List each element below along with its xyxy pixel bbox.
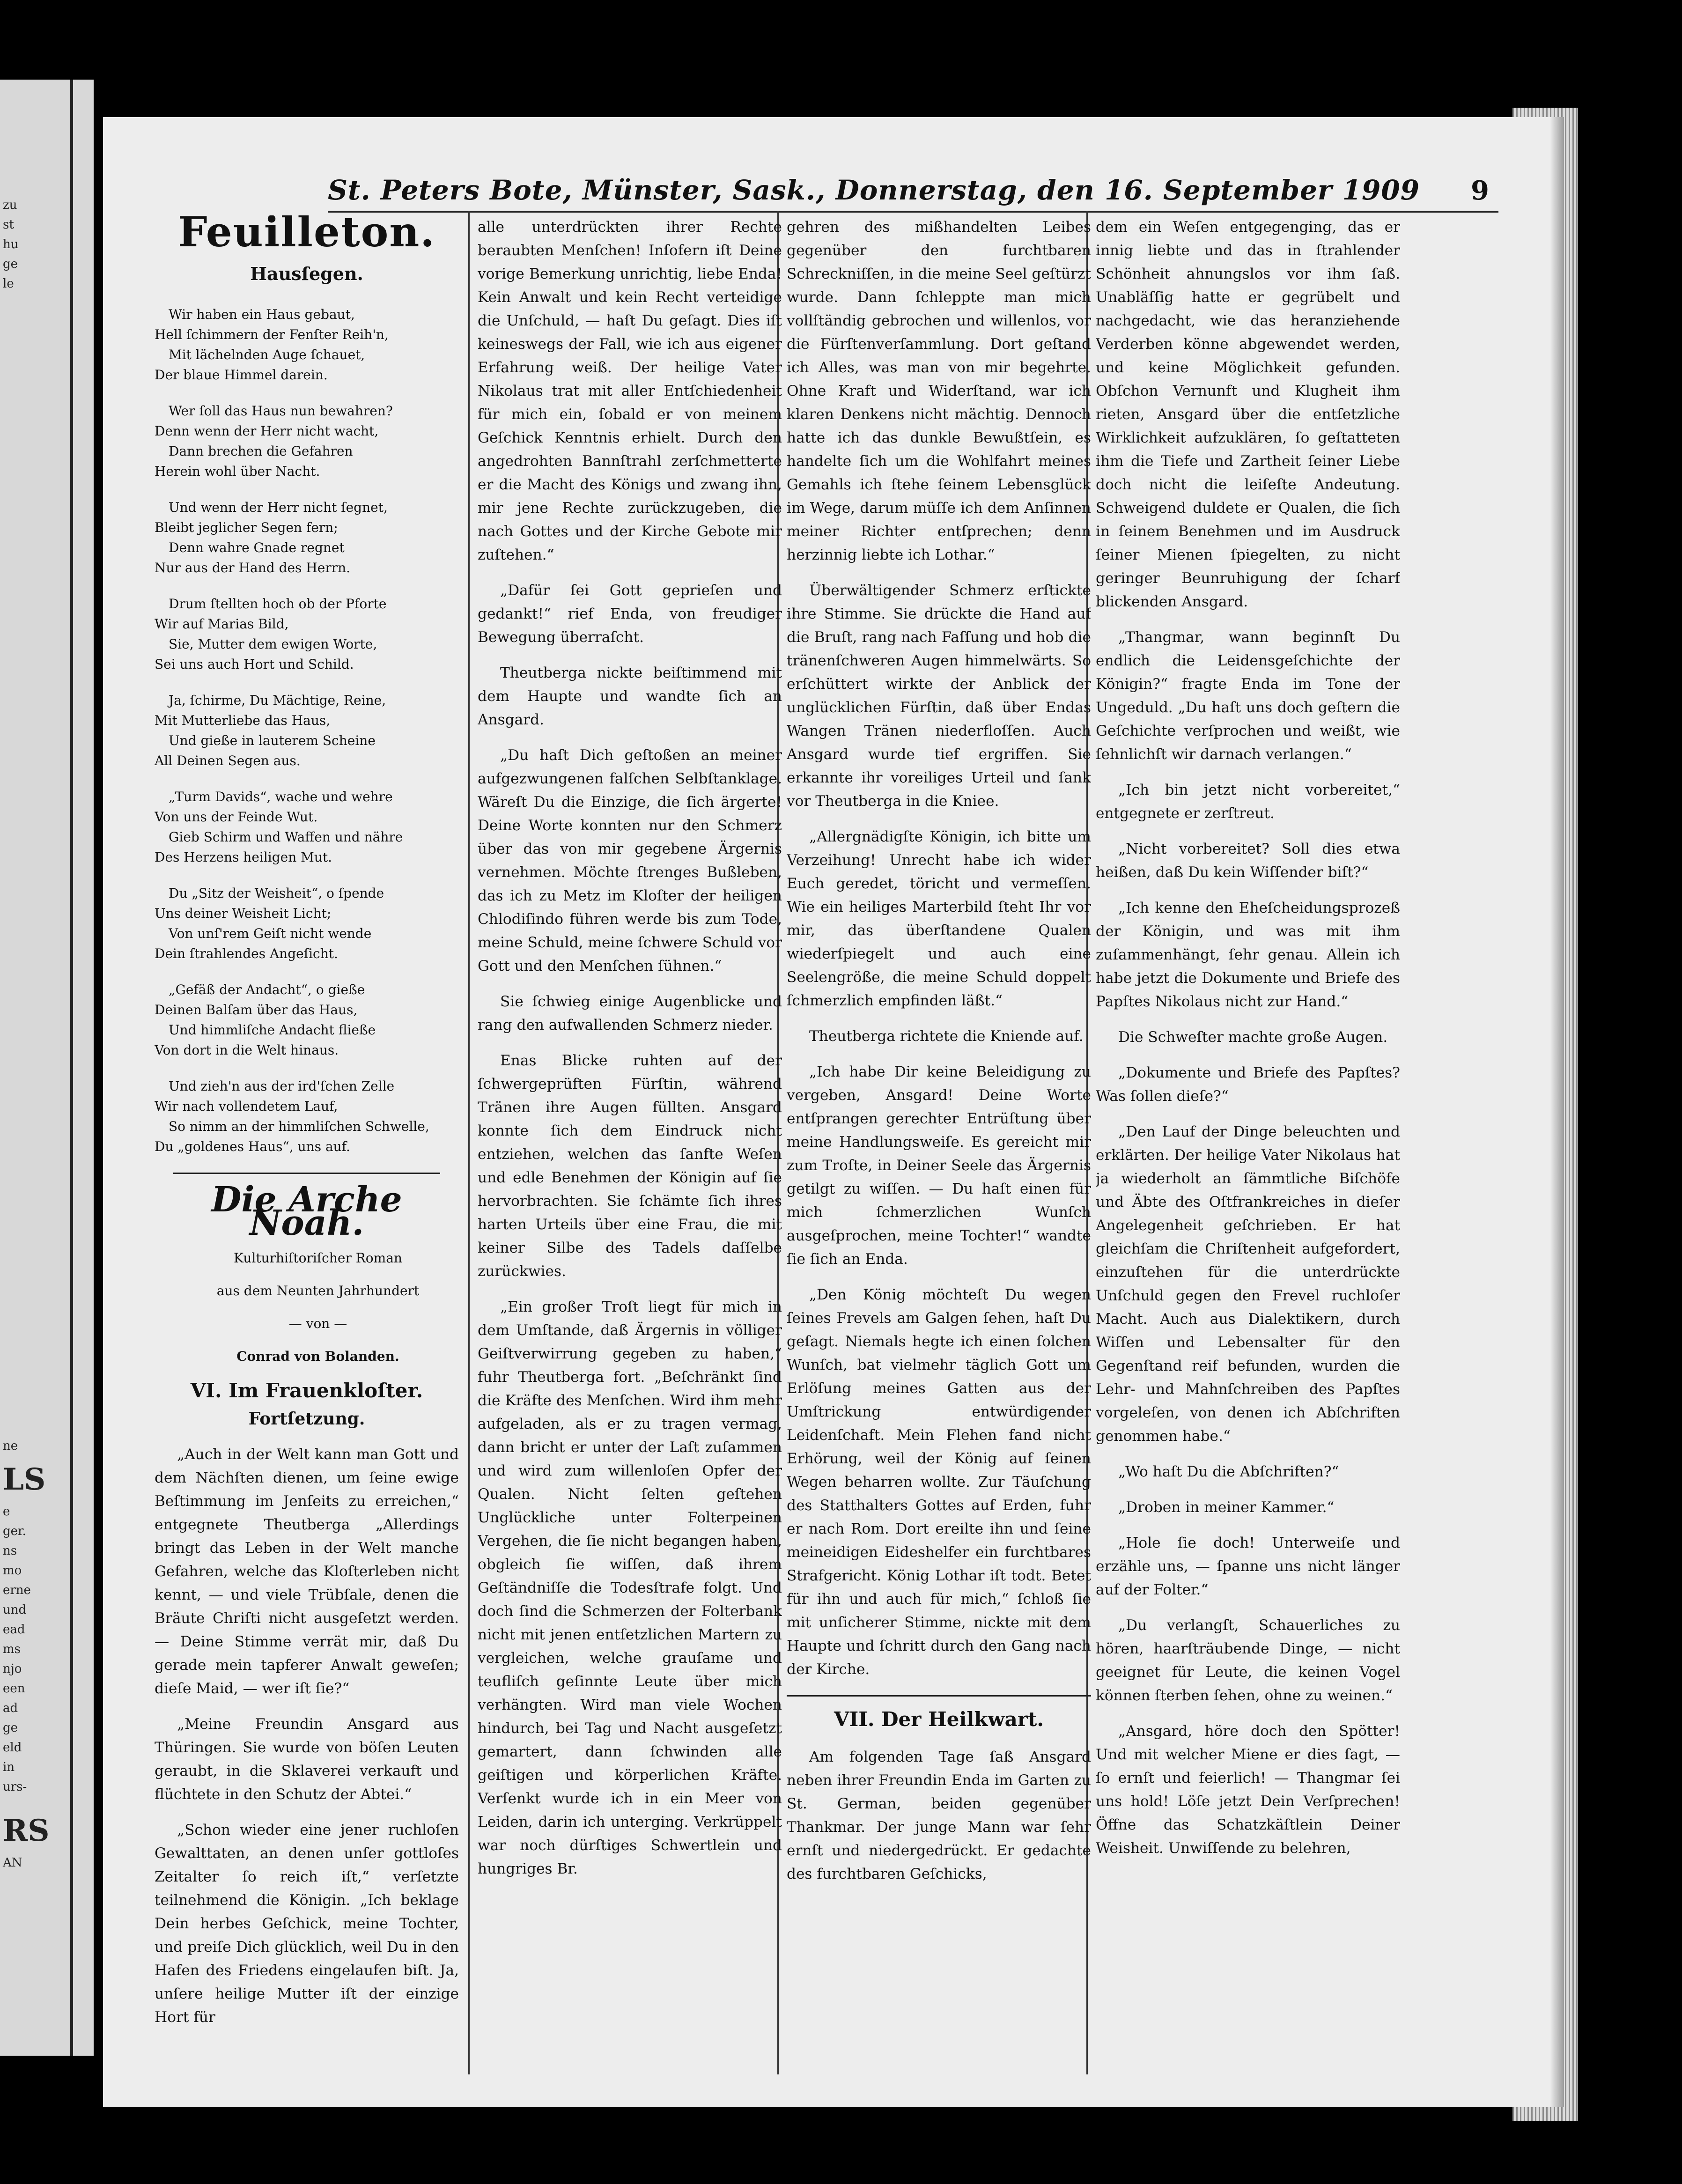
paragraph: alle unterdrückten ihrer Rechte beraubten Menſchen! Inſofern iſt Deine vorige Bemerkung unrichtig, liebe Enda! Kein Anwalt und kein Recht verteidige die Unſchuld, — haſt Du geſagt. Dies iſt keineswegs der Fall, wie ich aus eigener Erfahrung weiß. Der heilige Vater Nikolaus trat mit aller Entſchiedenheit für mich ein, ſobald er von meinem Geſchick Kenntnis erhielt. Durch den angedrohten Bannſtrahl zerſchmetterte er die Macht des Königs und zwang ihn, mir jene Rechte zurückzugeben, die nach Gottes und der Kirche Gebote mir zuſtehen.“ xyxy=(478,219,782,563)
poem-line: Nur aus der Hand des Herrn. xyxy=(155,560,351,576)
paragraph: „Schon wieder eine jener ruchloſen Gewalttaten, an denen unſer gottloſes Zeitalter ſo reich iſt,“ verſetzte teilnehmend die Königin. „Ich beklage Dein herbes Geſchick, meine Tochter, und preiſe Dich glücklich, weil Du in den Hafen des Friedens eingelaufen biſt. Ja, unſere heilige Mutter iſt der einzige Hort für xyxy=(155,1822,459,2026)
novel-title: Die Arche Noah. xyxy=(211,1180,402,1243)
poem-line: Wir auf Marias Bild, xyxy=(155,616,289,632)
poem-line: Und wenn der Herr nicht ſegnet, xyxy=(169,500,388,515)
adjacent-page-fragment: ms xyxy=(3,1642,21,1656)
adjacent-page-fragment: le xyxy=(3,277,14,291)
adjacent-page-fragment: hu xyxy=(3,237,19,251)
poem-line: Mit lächelnden Auge ſchauet, xyxy=(169,347,365,362)
paragraph: Theutberga nickte beiſtimmend mit dem Haupte und wandte ſich an Ansgard. xyxy=(478,664,782,728)
poem-line: Denn wenn der Herr nicht wacht, xyxy=(155,423,379,439)
adjacent-page-fragment: e xyxy=(3,1505,10,1519)
poem xyxy=(155,304,459,1157)
paragraph: Die Schweſter machte große Augen. xyxy=(1118,1029,1388,1046)
paragraph: Am folgenden Tage ſaß Ansgard neben ihrer Freundin Enda im Garten zu St. German, beiden gegenüber Thankmar. Der junge Mann war ſehr ernſt und niedergedrückt. Er gedachte des furchtbaren Geſchicks, xyxy=(787,1749,1091,1882)
adjacent-page-fragment: LS xyxy=(3,1462,46,1497)
poem-stanza xyxy=(155,401,459,481)
column-rule xyxy=(468,211,470,2074)
paragraph: „Dokumente und Briefe des Papſtes? Was ſollen dieſe?“ xyxy=(1096,1064,1400,1105)
adjacent-page-fragment: AN xyxy=(3,1856,22,1870)
column-1 xyxy=(155,215,459,2065)
poem-line: Sie, Mutter dem ewigen Worte, xyxy=(169,636,377,652)
adjacent-page-fragment: RS xyxy=(3,1813,50,1848)
paragraph: „Nicht vorbereitet? Soll dies etwa heißen, daß Du kein Wiſſender biſt?“ xyxy=(1096,841,1400,881)
poem-line: Gieb Schirm und Waffen und nähre xyxy=(169,829,403,845)
poem-stanza xyxy=(155,980,459,1060)
paragraph: „Ich kenne den Eheſcheidungsprozeß der Königin, und was mit ihm zuſammenhängt, ſehr genau. Allein ich habe jetzt die Dokumente und Briefe des Papſtes Nikolaus nicht zur Hand.“ xyxy=(1096,900,1400,1010)
poem-line: Wir nach vollendetem Lauf, xyxy=(155,1099,338,1114)
poem-line: Du „Sitz der Weisheit“, o ſpende xyxy=(169,885,384,901)
poem-line: Drum ſtellten hoch ob der Pforte xyxy=(169,596,387,612)
adjacent-page-fragment: in xyxy=(3,1760,15,1774)
poem-stanza xyxy=(155,883,459,964)
feuilleton-title: Feuilleton. xyxy=(178,215,435,256)
adjacent-page-fragment: st xyxy=(3,218,14,232)
adjacent-page-fragment: urs- xyxy=(3,1780,27,1794)
poem-stanza xyxy=(155,304,459,385)
adjacent-page-fragment: erne xyxy=(3,1583,31,1597)
poem-line: All Deinen Segen aus. xyxy=(155,753,301,768)
page-number: 9 xyxy=(1471,175,1489,206)
novel-by: — von — xyxy=(288,1316,347,1331)
novel-author: Conrad von Bolanden. xyxy=(236,1349,399,1364)
column-2 xyxy=(478,215,782,2065)
novel-subtitle: Kulturhiſtoriſcher Roman xyxy=(234,1250,402,1266)
paragraph: „Wo haſt Du die Abſchriften?“ xyxy=(1118,1463,1339,1480)
masthead: St. Peters Bote, Münster, Sask., Donnerstag, den 16. September 1909 xyxy=(328,174,1420,206)
paragraph: „Ich habe Dir keine Beleidigung zu vergeben, Ansgard! Deine Worte entſprangen gerechter Entrüſtung über meine Handlungsweiſe. Es gereicht mir zum Troſte, in Deiner Seele das Ärgernis getilgt zu wiſſen. — Du haſt einen für mich ſchmerzlichen Wunſch ausgeſprochen, meine Tochter!“ wandte ſie ſich an Enda. xyxy=(787,1063,1091,1268)
poem-line: Und gieße in lauterem Scheine xyxy=(169,733,376,748)
poem-line: Dein ſtrahlendes Angeſicht. xyxy=(155,946,338,961)
paragraph: gehren des mißhandelten Leibes gegenüber den furchtbaren Schreckniſſen, in die meine Seel geſtürzt wurde. Dann ſchleppte man mich vollſtändig gebrochen und willenlos, vor die Fürſtenverſammlung. Dort geſtand ich Alles, was man von mir begehrte. Ohne Kraft und Widerſtand, war ich klaren Denkens nicht mächtig. Dennoch hatte ich das dunkle Bewußtſein, es handelte ſich um die Wohlfahrt meines Gemahls ich ſtehe ſeinem Lebensglück im Wege, darum müſſe ich dem Anſinnen meiner Richter entſprechen; denn herzinnig liebte ich Lothar.“ xyxy=(787,219,1091,563)
poem-line: Deinen Balſam über das Haus, xyxy=(155,1002,358,1018)
paragraph: „Auch in der Welt kann man Gott und dem Nächſten dienen, um ſeine ewige Beſtimmung im Jenſeits zu erreichen,“ entgegnete Theutberga „Allerdings bringt das Leben in der Welt manche Gefahren, welche das Kloſterleben nicht kennt, — und viele Trübſale, denen die Bräute Chriſti nicht ausgeſetzt werden. — Deine Stimme verrät mir, daß Du gerade mein tapferer Anwalt geweſen; dieſe Maid, — wer iſt ſie?“ xyxy=(155,1446,459,1697)
paragraph: „Du haſt Dich geſtoßen an meiner aufgezwungenen falſchen Selbſtanklage. Wäreſt Du die Einzige, die ſich ärgerte! Deine Worte konnten nur den Schmerz über das von mir gegebene Ärgernis vernehmen. Möchte ſtrenges Bußleben, das ich zu Metz im Kloſter der heiligen Chlodiſindo führen werde bis zum Tode, meine Schuld, meine ſchwere Schuld vor Gott und den Menſchen ſühnen.“ xyxy=(478,747,782,974)
column-3-text xyxy=(787,215,1091,1681)
column-4-text xyxy=(1096,215,1400,1860)
paragraph: „Den König möchteſt Du wegen ſeines Frevels am Galgen ſehen, haſt Du geſagt. Niemals hegte ich einen ſolchen Wunſch, bat vielmehr täglich Gott um Erlöſung meines Gatten aus der Umſtrickung entwürdigender Leidenſchaft. Mein Flehen fand nicht Erhörung, weil der König auf ſeinen Wegen beharren wollte. Zur Täuſchung des Statthalters Gottes auf Erden, fuhr er nach Rom. Dort ereilte ihn und ſeine meineidigen Eideshelfer ein furchtbares Strafgericht. König Lothar iſt todt. Betet für ihn und auch für mich,“ ſchloß ſie mit unſicherer Stimme, nickte mit dem Haupte und ſchritt durch den Gang nach der Kirche. xyxy=(787,1286,1091,1678)
poem-line: Des Herzens heiligen Mut. xyxy=(155,849,332,865)
poem-line: „Turm Davids“, wache und wehre xyxy=(169,789,393,804)
poem-line: Von uns der Feinde Wut. xyxy=(155,809,318,825)
poem-line: Mit Mutterliebe das Haus, xyxy=(155,713,331,728)
poem-line: Von unſ'rem Geiſt nicht wende xyxy=(169,926,372,941)
column-1-text xyxy=(155,1443,459,2029)
poem-line: Denn wahre Gnade regnet xyxy=(169,540,345,555)
adjacent-page-fragment: ger. xyxy=(3,1524,26,1538)
poem-line: Bleibt jeglicher Segen fern; xyxy=(155,520,338,535)
paragraph: Überwältigender Schmerz erſtickte ihre Stimme. Sie drückte die Hand auf die Bruſt, rang nach Faſſung und hob die tränenſchweren Augen himmelwärts. So erſchüttert wirkte der Anblick der unglücklichen Fürſtin, daß über Endas Wangen Tränen niederfloſſen. Auch Ansgard wurde tief ergriffen. Sie erkannte ihr voreiliges Urteil und ſank vor Theutberga in die Kniee. xyxy=(787,582,1091,810)
poem-line: Der blaue Himmel darein. xyxy=(155,367,328,383)
adjacent-page-fragment: mo xyxy=(3,1564,22,1578)
adjacent-page-fragment: ge xyxy=(3,1721,18,1735)
page-header xyxy=(328,159,1498,213)
paragraph: „Den Lauf der Dinge beleuchten und erklärten. Der heilige Vater Nikolaus hat ja wiederholt an ſämmtliche Biſchöfe und Äbte des Oſtfrankreiches in dieſer Angelegenheit geſchrieben. Er hat gleichſam die Chriſtenheit aufgefordert, einzuſtehen für die unterdrückte Unſchuld gegen den Frevel ruchloſer Macht. Auch aus Dialektikern, durch Wiſſen und Lebensalter für den Gegenſtand reif befunden, wurden die Lehr- und Mahnſchreiben des Papſtes vorgeleſen, von denen ich Abſchriften genommen habe.“ xyxy=(1096,1123,1400,1445)
paragraph: Theutberga richtete die Kniende auf. xyxy=(809,1028,1084,1045)
section-title: VII. Der Heilkwart. xyxy=(787,1695,1091,1731)
paragraph: Sie ſchwieg einige Augenblicke und rang den aufwallenden Schmerz nieder. xyxy=(478,993,782,1033)
column-3-text-continued xyxy=(787,1745,1091,1886)
poem-line: Uns deiner Weisheit Licht; xyxy=(155,906,332,921)
paragraph: Enas Blicke ruhten auf der ſchwergeprüften Fürſtin, während Tränen ihre Augen füllten. Ansgard konnte ſich dem Eindruck nicht entziehen, welchen das ſanfte Weſen und edle Benehmen der Königin auf ſie hervorbrachten. Sie ſchämte ſich ihres harten Urteils über eine Frau, die mit keiner Silbe des Tadels daſſelbe zurückwies. xyxy=(478,1052,782,1280)
poem-line: Dann brechen die Gefahren xyxy=(169,443,353,459)
paragraph: „Hole ſie doch! Unterweiſe und erzähle uns, — ſpanne uns nicht länger auf der Folter.“ xyxy=(1096,1535,1400,1598)
poem-stanza xyxy=(155,787,459,867)
chapter-title: VI. Im Frauenkloſter. xyxy=(190,1379,423,1402)
paragraph: „Du verlangſt, Schauerliches zu hören, haarſträubende Dinge, — nicht geeignet für Leute, die keinen Vogel können ſterben ſehen, ohne zu weinen.“ xyxy=(1096,1617,1400,1704)
poem-line: Und zieh'n aus der ird'ſchen Zelle xyxy=(169,1078,395,1094)
section-divider xyxy=(173,1173,440,1174)
adjacent-page-fragment: ad xyxy=(3,1701,18,1715)
poem-stanza xyxy=(155,690,459,771)
column-3 xyxy=(787,215,1091,2065)
adjacent-page-sliver xyxy=(0,80,94,2056)
poem-line: „Gefäß der Andacht“, o gieße xyxy=(169,982,365,997)
poem-line: Wir haben ein Haus gebaut, xyxy=(169,307,355,322)
adjacent-page-fragment: ge xyxy=(3,257,18,271)
adjacent-page-fragment: njo xyxy=(3,1662,22,1676)
poem-line: Ja, ſchirme, Du Mächtige, Reine, xyxy=(169,693,386,708)
paragraph: „Allergnädigſte Königin, ich bitte um Verzeihung! Unrecht habe ich wider Euch geredet, töricht und vermeſſen. Wie ein heiliges Marterbild ſteht Ihr vor mir, das überſtandene Qualen wiederſpiegelt und auch eine Seelengröße, die meine Schuld doppelt ſchmerzlich empfinden läßt.“ xyxy=(787,828,1091,1009)
paragraph: „Ansgard, höre doch den Spötter! Und mit welcher Miene er dies ſagt, — ſo ernſt und feierlich! — Thangmar ſei uns hold! Löſe jetzt Dein Verſprechen! Öffne das Schatzkäſtlein Deiner Weisheit. Unwiſſende zu belehren, xyxy=(1096,1723,1400,1857)
poem-line: Du „goldenes Haus“, uns auf. xyxy=(155,1139,350,1154)
poem-title: Hausſegen. xyxy=(250,263,363,284)
poem-line: Herein wohl über Nacht. xyxy=(155,464,320,479)
poem-line: Und himmliſche Andacht fließe xyxy=(169,1022,376,1038)
paragraph: „Dafür ſei Gott geprieſen und gedankt!“ rief Enda, von freudiger Bewegung überraſcht. xyxy=(478,582,782,646)
adjacent-page-fragment: zu xyxy=(3,198,17,212)
column-4 xyxy=(1096,215,1400,2065)
paragraph: „Meine Freundin Ansgard aus Thüringen. Sie wurde von böſen Leuten geraubt, in die Sklaverei verkauft und flüchtete in den Schutz der Abtei.“ xyxy=(155,1716,459,1803)
paragraph: „Ich bin jetzt nicht vorbereitet,“ entgegnete er zerſtreut. xyxy=(1096,782,1400,822)
newspaper-page xyxy=(103,117,1564,2107)
adjacent-page-fragment: een xyxy=(3,1682,25,1696)
poem-stanza xyxy=(155,1076,459,1157)
paragraph: „Droben in meiner Kammer.“ xyxy=(1118,1499,1335,1516)
column-2-text xyxy=(478,215,782,1881)
adjacent-page-fragment: und xyxy=(3,1603,27,1617)
continuation-label: Fortſetzung. xyxy=(248,1409,365,1429)
paragraph: „Ein großer Troſt liegt für mich in dem Umſtande, daß Ärgernis in völliger Geiſtverwirrung gegeben zu haben,“ fuhr Theutberga fort. „Beſchränkt ſind die Kräfte des Menſchen. Wird ihm mehr aufgeladen, als er zu tragen vermag, dann bricht er unter der Laſt zuſammen und wird zum willenloſen Opfer der Qualen. Nicht ſelten geſtehen Unglückliche unter Folterpeinen Vergehen, die ſie nicht begangen haben, obgleich ſie wiſſen, daß ihrem Geſtändniſſe die Todesſtrafe folgt. Und doch ſind die Schmerzen der Folterbank nicht mit jenen entſetzlichen Martern zu vergleichen, welche grauſame und teufliſch geſinnte Leute über mich verhängten. Wird man viele Wochen hindurch, bei Tag und Nacht ausgeſetzt gemartert, dann ſchwinden alle geiſtigen und körperlichen Kräfte. Verſenkt wurde ich in ein Meer von Leiden, darin ich unterging. Verkrüppelt war noch dürſtiges Schwertlein und hungriges Br. xyxy=(478,1299,782,1877)
novel-subtitle-century: aus dem Neunten Jahrhundert xyxy=(216,1283,420,1299)
adjacent-page-fragment: ead xyxy=(3,1623,25,1637)
poem-line: Hell ſchimmern der Fenſter Reih'n, xyxy=(155,327,389,342)
poem-line: So nimm an der himmliſchen Schwelle, xyxy=(169,1119,429,1134)
adjacent-page-fragment: ne xyxy=(3,1439,18,1453)
paragraph: „Thangmar, wann beginnſt Du endlich die Leidensgeſchichte der Königin?“ fragte Enda im Tone der Ungeduld. „Du haſt uns doch geſtern die Geſchichte verſprochen und weißt, wie ſehnlichſt wir darnach verlangen.“ xyxy=(1096,629,1400,763)
poem-stanza xyxy=(155,594,459,674)
poem-line: Wer ſoll das Haus nun bewahren? xyxy=(169,403,393,419)
poem-stanza xyxy=(155,497,459,578)
poem-line: Sei uns auch Hort und Schild. xyxy=(155,657,354,672)
poem-line: Von dort in die Welt hinaus. xyxy=(155,1042,339,1058)
paragraph: dem ein Weſen entgegenging, das er innig liebte und das in ſtrahlender Schönheit ahnungslos vor ihm ſaß. Unabläſſig hatte er gegrübelt und nachgedacht, wie das heranziehende Verderben könne abgewendet werden, und keine Möglichkeit gefunden. Obſchon Vernunft und Klugheit ihm rieten, Ansgard über die entſetzliche Wirklichkeit aufzuklären, ſo geſtatteten ihm die Tiefe und Zartheit ſeiner Liebe doch nicht die leiſeſte Andeutung. Schweigend duldete er Qualen, die ſich in ſeinem Benehmen und im Ausdruck ſeiner Mienen ſpiegelten, zu nicht geringer Beunruhigung der ſcharf blickenden Ansgard. xyxy=(1096,219,1400,610)
adjacent-page-fragment: eld xyxy=(3,1741,22,1755)
adjacent-page-fragment: ns xyxy=(3,1544,17,1558)
